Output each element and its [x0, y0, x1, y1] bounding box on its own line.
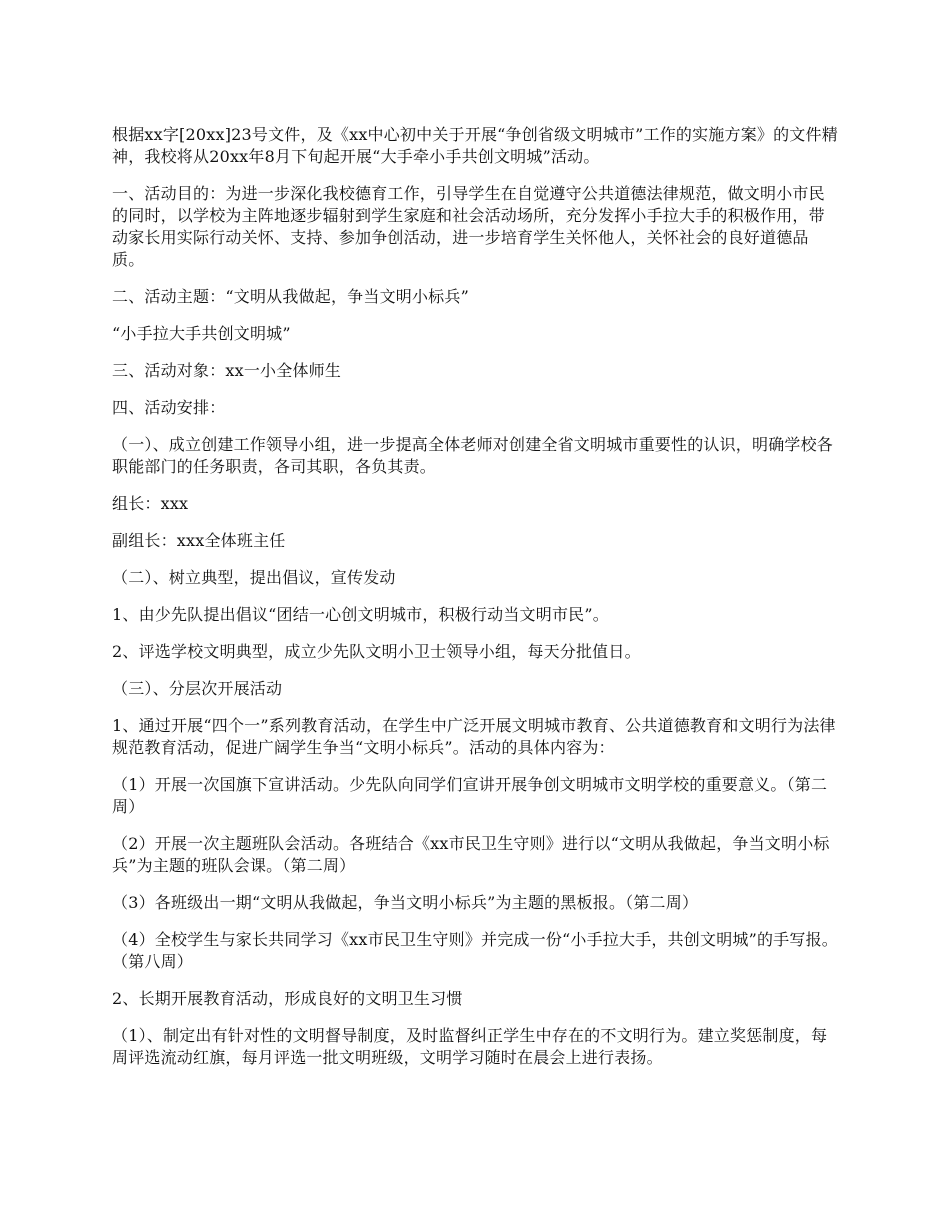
paragraph-target: 三、活动对象：xx一小全体师生: [112, 361, 342, 380]
paragraph-section-3: （三）、分层次开展活动: [112, 679, 283, 698]
paragraph-deputy-leader: 副组长：xxx全体班主任: [112, 531, 286, 550]
paragraph-section-1: （一）、成立创建工作领导小组，进一步提高全体老师对创建全省文明城市重要性的认识，明确学校各职能部门的任务职责，各司其职，各负其责。: [112, 435, 834, 476]
paragraph-habit-1: （1）、制定出有针对性的文明督导制度，及时监督纠正学生中存在的不文明行为。建立奖惩制度，每周评选流动红旗，每月评选一批文明班级，文明学习随时在晨会上进行表扬。: [112, 1026, 828, 1067]
paragraph-intro: 根据xx字[20xx]23号文件，及《xx中心初中关于开展“争创省级文明城市”工作的实施方案》的文件精神，我校将从20xx年8月下旬起开展“大手牵小手共创文明城”活动。: [112, 125, 838, 166]
paragraph-activity-2: （2）开展一次主题班队会活动。各班结合《xx市民卫生守则》进行以“文明从我做起，争当文明小标兵”为主题的班队会课。（第二周）: [112, 834, 830, 875]
paragraph-leader: 组长：xxx: [112, 494, 189, 513]
paragraph-item-3-2: 2、长期开展教育活动，形成良好的文明卫生习惯: [112, 989, 463, 1008]
paragraph-item-2-1: 1、由少先队提出倡议“团结一心创文明城市，积极行动当文明市民”。: [112, 605, 609, 624]
paragraph-item-3-1: 1、通过开展“四个一”系列教育活动，在学生中广泛开展文明城市教育、公共道德教育和文明行为法律规范教育活动，促进广阔学生争当“文明小标兵”。活动的具体内容为：: [112, 716, 836, 757]
paragraph-item-2-2: 2、评选学校文明典型，成立少先队文明小卫士领导小组，每天分批值日。: [112, 642, 641, 661]
paragraph-purpose: 一、活动目的：为进一步深化我校德育工作，引导学生在自觉遵守公共道德法律规范，做文明小市民的同时，以学校为主阵地逐步辐射到学生家庭和社会活动场所，充分发挥小手拉大手的积极作用，带动家长用实际行动关怀、支持、参加争创活动，进一步培育学生关怀他人，关怀社会的良好道德品质。: [112, 184, 825, 269]
document-body: [112, 124, 840, 1084]
paragraph-activity-1: （1）开展一次国旗下宣讲活动。少先队向同学们宣讲开展争创文明城市文明学校的重要意义。（第二周）: [112, 775, 828, 816]
paragraph-theme-slogan: “小手拉大手共创文明城”: [112, 324, 291, 343]
paragraph-activity-4: （4）全校学生与家长共同学习《xx市民卫生守则》并完成一份“小手拉大手，共创文明城”的手写报。（第八周）: [112, 930, 838, 971]
paragraph-section-2: （二）、树立典型，提出倡议，宣传发动: [112, 568, 396, 587]
paragraph-activity-3: （3）各班级出一期“文明从我做起，争当文明小标兵”为主题的黑板报。（第二周）: [112, 893, 699, 912]
paragraph-arrangement-heading: 四、活动安排：: [112, 398, 226, 417]
paragraph-theme: 二、活动主题：“文明从我做起，争当文明小标兵”: [112, 287, 469, 306]
